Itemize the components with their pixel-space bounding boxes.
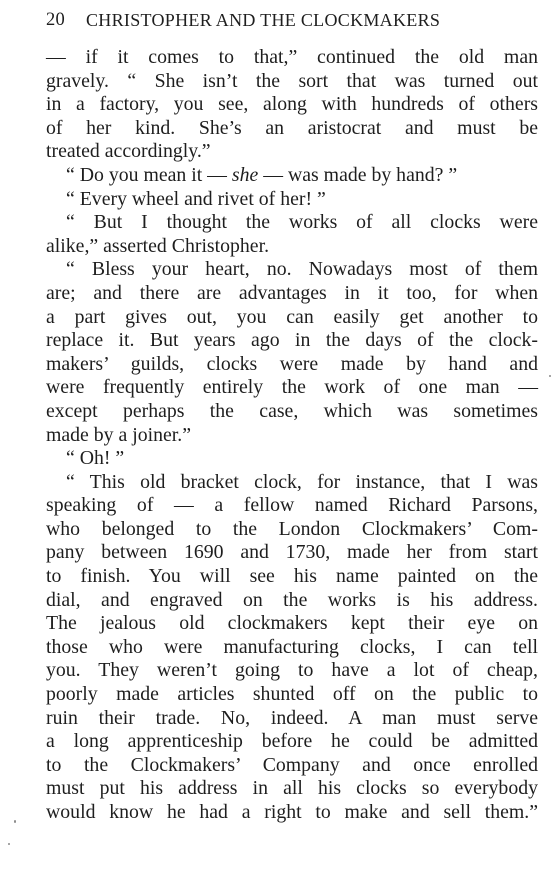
text-line: were frequently entirely the work of one man — [46,376,538,399]
text-line: speaking of — a fellow named Richard Parsons, [46,494,538,517]
text-line: alike,” asserted Christopher. [46,234,270,257]
text-line: who belonged to the London Clockmakers’ Com- [46,517,538,540]
text-line: in a factory, you see, along with hundreds of others [46,93,538,116]
text-line [46,164,538,188]
text-line: “ But I thought the works of all clocks were [66,211,538,234]
text-line: poorly made articles shunted off on the public to [46,683,538,706]
text-line: would know he had a right to make and sell them.” [46,801,538,823]
scan-speck [549,375,551,377]
text-line: of her kind. She’s an aristocrat and must be [46,116,538,139]
text-line: The jealous old clockmakers kept their eye on [46,612,538,635]
running-header [46,10,538,36]
text-line: “ This old bracket clock, for instance, that I was [66,470,538,493]
text-line: a part gives out, you can easily get another to [46,305,538,328]
text-line: “ Bless your heart, no. Nowadays most of them [66,258,538,281]
text-line: to the Clockmakers’ Company and once enrolled [46,753,538,776]
text-line: makers’ guilds, clocks were made by hand and [46,352,538,375]
text-line: those who were manufacturing clocks, I can tell [46,635,538,658]
text-line: — if it comes to that,” continued the old man [46,46,538,68]
text-line: dial, and engraved on the works is his address. [46,588,538,611]
text-line: you. They weren’t going to have a lot of cheap, [46,659,538,682]
book-page [46,0,538,890]
scan-speck [8,843,10,845]
text-line: made by a joiner.” [46,423,192,446]
text-line: pany between 1690 and 1730, made her from start [46,541,538,564]
text-fragment: — was made by hand? ” [258,163,458,186]
text-line: a long apprenticeship before he could be admitted [46,730,538,753]
text-line: “ Oh! ” [66,447,125,470]
text-line: are; and there are advantages in it too, for when [46,281,538,304]
text-line: gravely. “ She isn’t the sort that was turned out [46,69,538,92]
text-line: must put his address in all his clocks so everybody [46,777,538,800]
page-number: 20 [46,10,66,30]
text-line: replace it. But years ago in the days of the clock- [46,329,538,352]
body-text [46,46,538,825]
text-line: to finish. You will see his name painted on the [46,565,538,588]
scan-speck [14,820,16,823]
italic-emphasis: she [231,163,259,186]
running-title: CHRISTOPHER AND THE CLOCKMAKERS [86,10,441,30]
text-line: except perhaps the case, which was sometimes [46,399,538,422]
text-line: treated accordingly.” [46,140,211,163]
text-line: ruin their trade. No, indeed. A man must serve [46,706,538,729]
text-line: “ Every wheel and rivet of her! ” [66,187,326,210]
text-fragment: “ Do you mean it — [66,163,232,186]
